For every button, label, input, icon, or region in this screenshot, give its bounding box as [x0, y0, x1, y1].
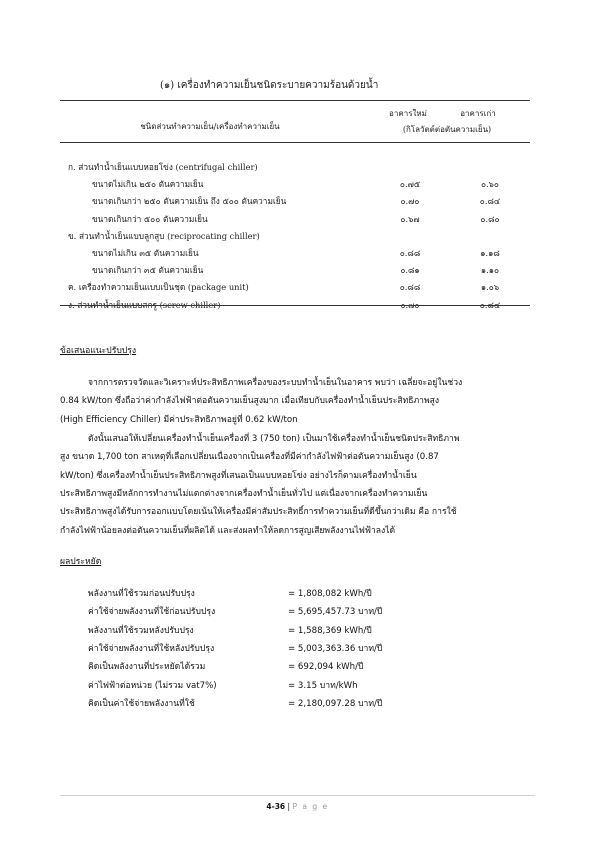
footer-divider [60, 795, 535, 796]
row-value-old: ๐.๘๐ [480, 213, 500, 224]
savings-row [88, 586, 508, 599]
row-label: ขนาดไม่เกิน ๒๕๐ ตันความเย็น [92, 179, 204, 190]
paragraph-line: ประสิทธิภาพสูงมีหลักการทำงานไม่แตกต่างจากเครื่องทำน้ำเย็นทั่วไป แต่เนื่องจากเครื่องทำความเย็น [60, 488, 428, 499]
row-value-old: ๑.๑๘ [480, 248, 500, 258]
paragraph-line: กำลังไฟฟ้าน้อยลงต่อตันความเย็นที่ผลิตได้ และส่งผลทำให้ลดการสูญเสียพลังงานไฟฟ้าลงได้ [60, 525, 396, 536]
savings-label: พลังงานที่ใช้รวมหลังปรับปรุง [88, 625, 194, 636]
savings-heading: ผลประหยัด [60, 557, 102, 567]
row-label: ข. ส่วนทำน้ำเย็นแบบลูกสูบ (reciprocating chiller) [68, 230, 260, 241]
savings-value: = 5,695,457.73 บาท/ปี [288, 607, 383, 618]
paragraph-line: kW/ton) ซึ่งเครื่องทำน้ำเย็นประสิทธิภาพสูงที่เสนอเป็นแบบหอยโข่ง อย่างไรก็ตามเครื่องทำน้ำเย็น [60, 470, 417, 481]
savings-value: = 5,003,363.36 บาท/ปี [288, 643, 383, 654]
header-old-building: อาคารเก่า [460, 109, 496, 118]
table-header-rule [60, 142, 530, 143]
savings-value: = 692,094 kWh/ปี [288, 662, 364, 673]
header-new-building: อาคารใหม่ [389, 109, 427, 118]
savings-label: ค่าใช้จ่ายพลังงานที่ใช้หลังปรับปรุง [88, 643, 215, 654]
table-title: (๑) เครื่องทำความเย็นชนิดระบายความร้อนด้วยน้ำ [160, 80, 379, 91]
savings-label: ค่าไฟฟ้าต่อหน่วย (ไม่รวม vat7%) [88, 680, 217, 691]
table-row [60, 212, 535, 226]
paragraph-line: ดังนั้นเสนอให้เปลี่ยนเครื่องทำน้ำเย็นเครื่องที่ 3 (750 ton) เป็นมาใช้เครื่องทำน้ำเย็นชนิดประสิทธิภาพ [88, 434, 460, 444]
paragraph-line: ประสิทธิภาพสูงได้รับการออกแบบโดยเน้นให้เครื่องมีค่าสัมประสิทธิ์การทำความเย็นที่ดีขึ้นกว่าเดิม คือ การใช้ [60, 507, 457, 518]
row-label: ขนาดไม่เกิน ๓๕ ตันความเย็น [92, 248, 199, 258]
savings-label: ค่าใช้จ่ายพลังงานที่ใช้ก่อนปรับปรุง [88, 607, 216, 618]
table-row [60, 229, 535, 243]
savings-row [88, 604, 508, 617]
row-label: ขนาดเกินกว่า ๓๕ ตันความเย็น [92, 265, 204, 276]
table-row [60, 177, 535, 191]
header-chiller-type: ชนิดส่วนทำความเย็น/เครื่องทำความเย็น [140, 122, 280, 131]
row-value-new: ๐.๘๘ [399, 282, 421, 293]
savings-value: = 1,588,369 kWh/ปี [288, 625, 372, 636]
savings-row [88, 678, 508, 691]
row-label: ขนาดเกินกว่า ๕๐๐ ตันความเย็น [92, 213, 208, 224]
row-value-old: ๑.๐๖ [480, 282, 500, 293]
header-unit: (กิโลวัตต์ต่อตันความเย็น) [402, 125, 492, 134]
savings-row [88, 696, 508, 709]
table-row [60, 246, 535, 260]
page-footer [0, 802, 595, 811]
savings-value: = 3.15 บาท/kWh [288, 680, 358, 691]
table-bottom-rule [60, 305, 530, 306]
paragraph-line: จากการตรวจวัดและวิเคราะห์ประสิทธิภาพเครื่องของระบบทำน้ำเย็นในอาคาร พบว่า เฉลี่ยจะอยู่ในช่วง [88, 378, 463, 388]
footer-separator: | [287, 802, 291, 811]
row-value-new: ๐.๘๑ [400, 265, 420, 276]
table-row [60, 280, 535, 294]
table-row [60, 263, 535, 277]
table-row [60, 160, 535, 174]
table-top-rule [60, 100, 530, 101]
row-label: ก. ส่วนทำน้ำเย็นแบบหอยโข่ง (centrifugal chiller) [68, 162, 258, 172]
paragraph-line: (High Efficiency Chiller) มีค่าประสิทธิภาพอยู่ที่ 0.62 kW/ton [60, 414, 298, 425]
row-label: ขนาดเกินกว่า ๒๕๐ ตันความเย็น ถึง ๕๐๐ ตันความเย็น [92, 196, 287, 207]
table-row [60, 194, 535, 208]
row-value-old: ๑.๑๐ [480, 265, 500, 276]
standards-table [60, 72, 535, 293]
savings-row [88, 623, 508, 636]
savings-label: คิดเป็นพลังงานที่ประหยัดได้รวม [88, 662, 206, 673]
row-value-new: ๐.๘๘ [399, 248, 421, 258]
paragraph-line: 0.84 kW/ton ซึ่งถือว่าค่ากำลังไฟฟ้าต่อตันความเย็นสูงมาก เมื่อเทียบกับเครื่องทำน้ำเย็นประสิทธิภาพสูง [60, 396, 440, 407]
savings-label: คิดเป็นค่าใช้จ่ายพลังงานที่ใช้ [88, 698, 195, 709]
savings-row [88, 641, 508, 654]
row-label: ค. เครื่องทำความเย็นแบบเป็นชุด (package unit) [68, 282, 249, 293]
row-value-new: ๐.๗๕ [399, 179, 421, 190]
page-word: P a g e [292, 802, 329, 811]
row-value-new: ๐.๗๐ [400, 196, 420, 207]
row-value-new: ๐.๖๗ [400, 213, 420, 224]
savings-row [88, 659, 508, 672]
savings-label: พลังงานที่ใช้รวมก่อนปรับปรุง [88, 589, 195, 599]
savings-value: = 1,808,082 kWh/ปี [288, 589, 372, 599]
paragraph-line: สูง ขนาด 1,700 ton สาเหตุที่เลือกเปลี่ยนเนื่องจากเป็นเครื่องที่มีค่ากำลังไฟฟ้าต่อตันความเย็นสูง (0.87 [60, 452, 439, 463]
suggestion-heading: ข้อเสนอแนะปรับปรุง [60, 346, 137, 356]
page-number: 4-36 [266, 802, 286, 811]
row-value-old: ๐.๖๐ [480, 179, 500, 190]
row-value-old: ๐.๘๔ [479, 196, 501, 207]
savings-value: = 2,180,097.28 บาท/ปี [288, 698, 383, 709]
